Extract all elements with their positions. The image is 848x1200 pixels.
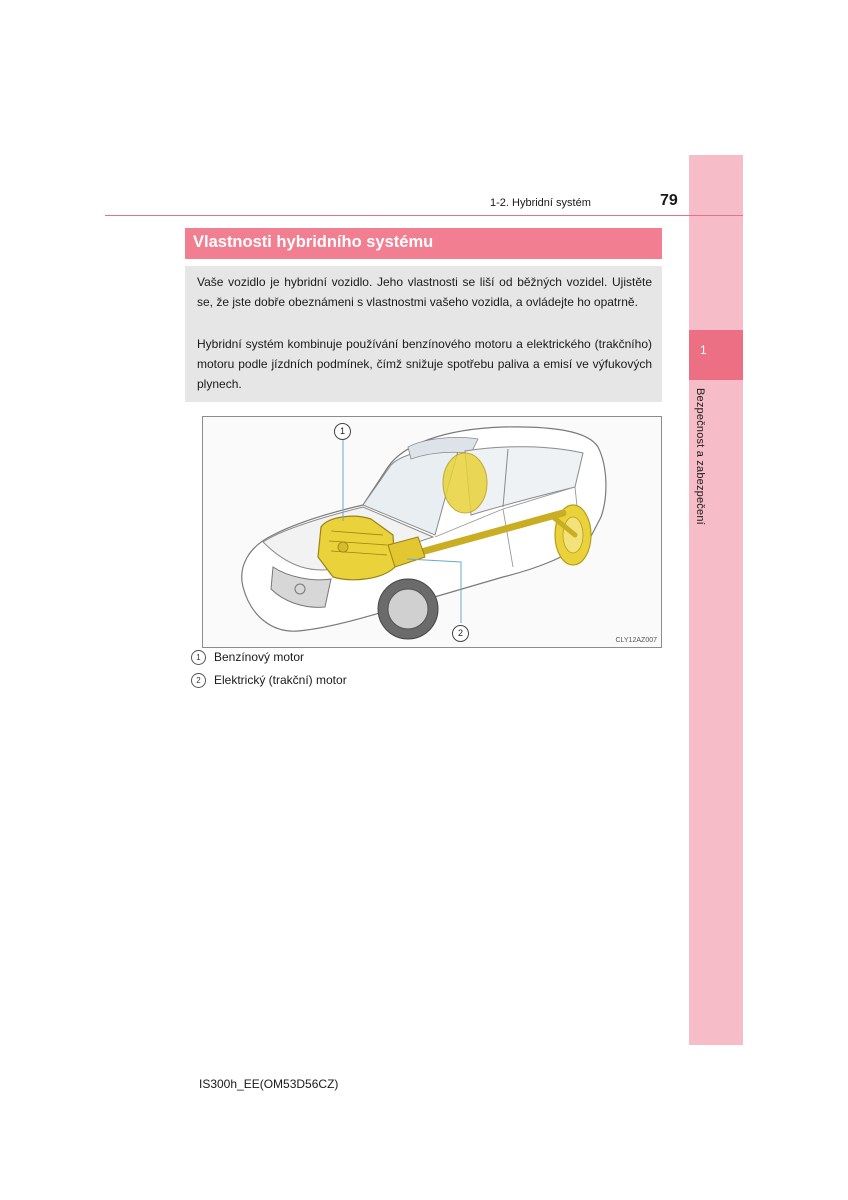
chapter-side-tab <box>689 155 743 1045</box>
legend-label-1: Benzínový motor <box>214 650 305 664</box>
legend-label-2: Elektrický (trakční) motor <box>214 673 347 687</box>
intro-paragraph-1: Vaše vozidlo je hybridní vozidlo. Jeho vlastnosti se liší od běžných vozidel. Ujistěte se, že jste dobře obeznámeni s vlastnostmi vašeho vozidla, a ovládejte ho opatrně. <box>197 275 652 309</box>
chapter-tab-active <box>689 330 743 380</box>
chapter-number: 1 <box>700 343 707 357</box>
legend-number-2: 2 <box>191 673 206 688</box>
page-number: 79 <box>660 192 678 209</box>
car-illustration <box>203 417 662 648</box>
legend-number-1: 1 <box>191 650 206 665</box>
legend-item-1 <box>191 649 304 665</box>
section-title: Vlastnosti hybridního systému <box>193 233 434 251</box>
legend-item-2 <box>191 672 347 688</box>
intro-paragraph-2: Hybridní systém kombinuje používání benzínového motoru a elektrického (trakčního) motoru podle jízdních podmínek, čímž snižuje spotřebu paliva a emisí ve výfukových plynech. <box>197 337 652 391</box>
figure-code: CLY12AZ007 <box>615 637 657 644</box>
hybrid-system-figure <box>202 416 662 648</box>
footer-model-code: IS300h_EE(OM53D56CZ) <box>199 1077 339 1091</box>
header-section-label: 1-2. Hybridní systém <box>490 197 591 209</box>
header-rule <box>105 215 743 216</box>
section-title-bar <box>185 228 662 259</box>
callout-1: 1 <box>334 423 351 440</box>
callout-2: 2 <box>452 625 469 642</box>
intro-box <box>185 266 662 402</box>
chapter-title: Bezpečnost a zabezpečení <box>694 388 706 525</box>
